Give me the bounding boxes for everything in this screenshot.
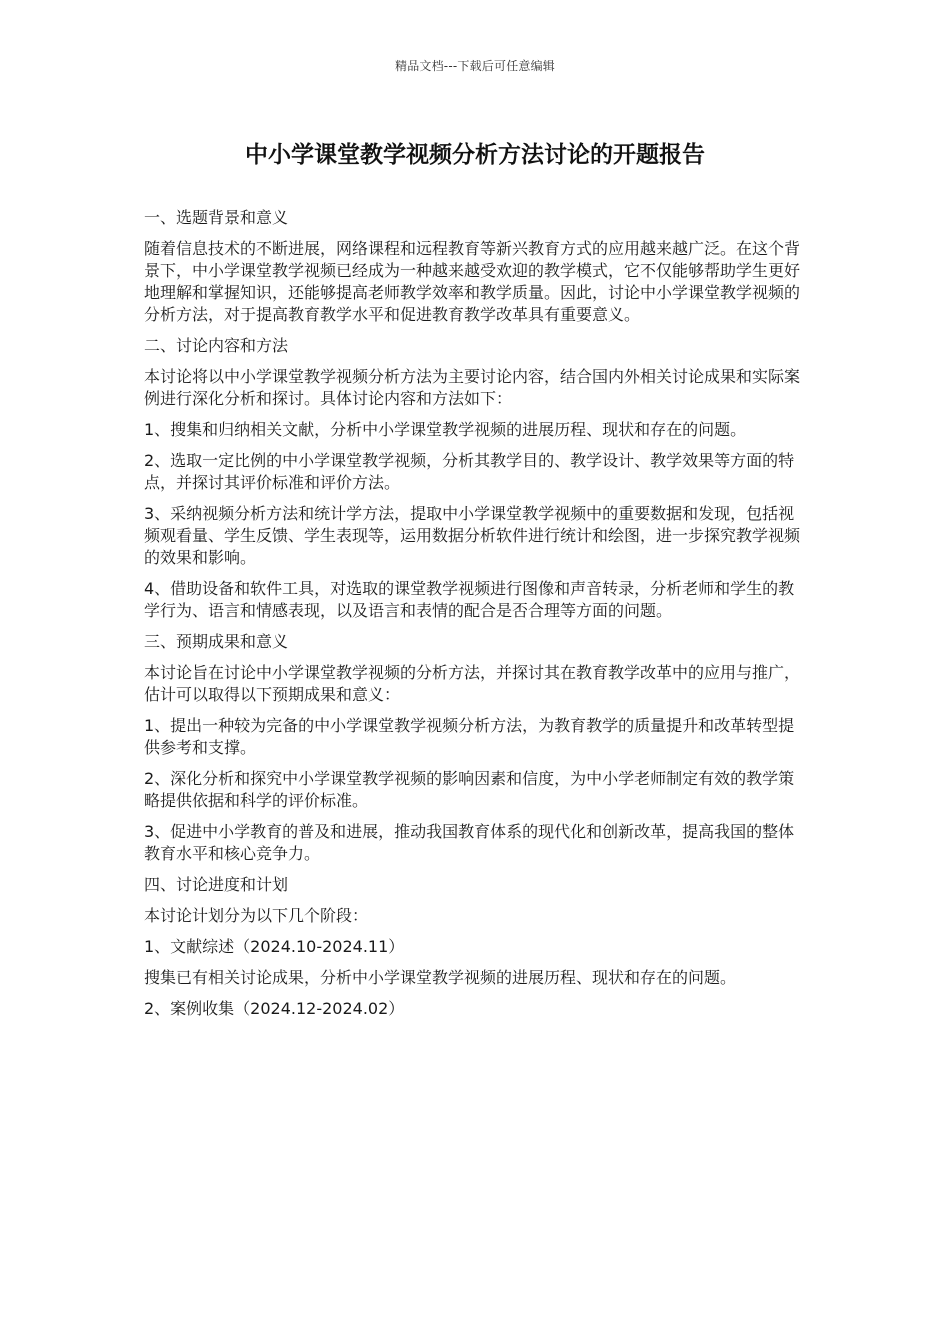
schedule-stage-1-desc: 搜集已有相关讨论成果，分析中小学课堂教学视频的进展历程、现状和存在的问题。 bbox=[144, 968, 737, 987]
list-item-content-4: 4、借助设备和软件工具，对选取的课堂教学视频进行图像和声音转录，分析老师和学生的教学行为、语言和情感表现，以及语言和表情的配合是否合理等方面的问题。 bbox=[144, 579, 795, 620]
document-title: 中小学课堂教学视频分析方法讨论的开题报告 bbox=[245, 142, 705, 168]
section-heading-outcomes: 三、预期成果和意义 bbox=[144, 632, 289, 651]
paragraph-content-intro: 本讨论将以中小学课堂教学视频分析方法为主要讨论内容，结合国内外相关讨论成果和实际案例进行深化分析和探讨。具体讨论内容和方法如下： bbox=[144, 367, 801, 408]
paragraph-outcomes-intro: 本讨论旨在讨论中小学课堂教学视频的分析方法，并探讨其在教育教学改革中的应用与推广，估计可以取得以下预期成果和意义： bbox=[144, 663, 801, 704]
paragraph-background: 随着信息技术的不断进展，网络课程和远程教育等新兴教育方式的应用越来越广泛。在这个背景下，中小学课堂教学视频已经成为一种越来越受欢迎的教学模式，它不仅能够帮助学生更好地理解和掌握知识，还能够提高老师教学效率和教学质量。因此，讨论中小学课堂教学视频的分析方法，对于提高教育教学水平和促进教育教学改革具有重要意义。 bbox=[144, 239, 801, 324]
header-note: 精品文档---下载后可任意编辑 bbox=[395, 59, 555, 73]
section-heading-schedule: 四、讨论进度和计划 bbox=[144, 875, 289, 894]
list-item-outcome-3: 3、促进中小学教育的普及和进展，推动我国教育体系的现代化和创新改革，提高我国的整体教育水平和核心竞争力。 bbox=[144, 822, 795, 863]
section-heading-background: 一、选题背景和意义 bbox=[144, 208, 289, 227]
section-heading-content: 二、讨论内容和方法 bbox=[144, 336, 289, 355]
list-item-outcome-1: 1、提出一种较为完备的中小学课堂教学视频分析方法，为教育教学的质量提升和改革转型提供参考和支撑。 bbox=[144, 716, 795, 757]
schedule-stage-1: 1、文献综述（2024.10-2024.11） bbox=[144, 937, 405, 956]
list-item-content-3: 3、采纳视频分析方法和统计学方法，提取中小学课堂教学视频中的重要数据和发现，包括视频观看量、学生反馈、学生表现等，运用数据分析软件进行统计和绘图，进一步探究教学视频的效果和影响。 bbox=[144, 504, 801, 567]
list-item-content-2: 2、选取一定比例的中小学课堂教学视频，分析其教学目的、教学设计、教学效果等方面的特点，并探讨其评价标准和评价方法。 bbox=[144, 451, 795, 492]
paragraph-schedule-intro: 本讨论计划分为以下几个阶段： bbox=[144, 906, 369, 925]
list-item-content-1: 1、搜集和归纳相关文献，分析中小学课堂教学视频的进展历程、现状和存在的问题。 bbox=[144, 420, 747, 439]
schedule-stage-2: 2、案例收集（2024.12-2024.02） bbox=[144, 999, 405, 1018]
document-body bbox=[144, 207, 808, 1029]
list-item-outcome-2: 2、深化分析和探究中小学课堂教学视频的影响因素和信度，为中小学老师制定有效的教学策略提供依据和科学的评价标准。 bbox=[144, 769, 795, 810]
